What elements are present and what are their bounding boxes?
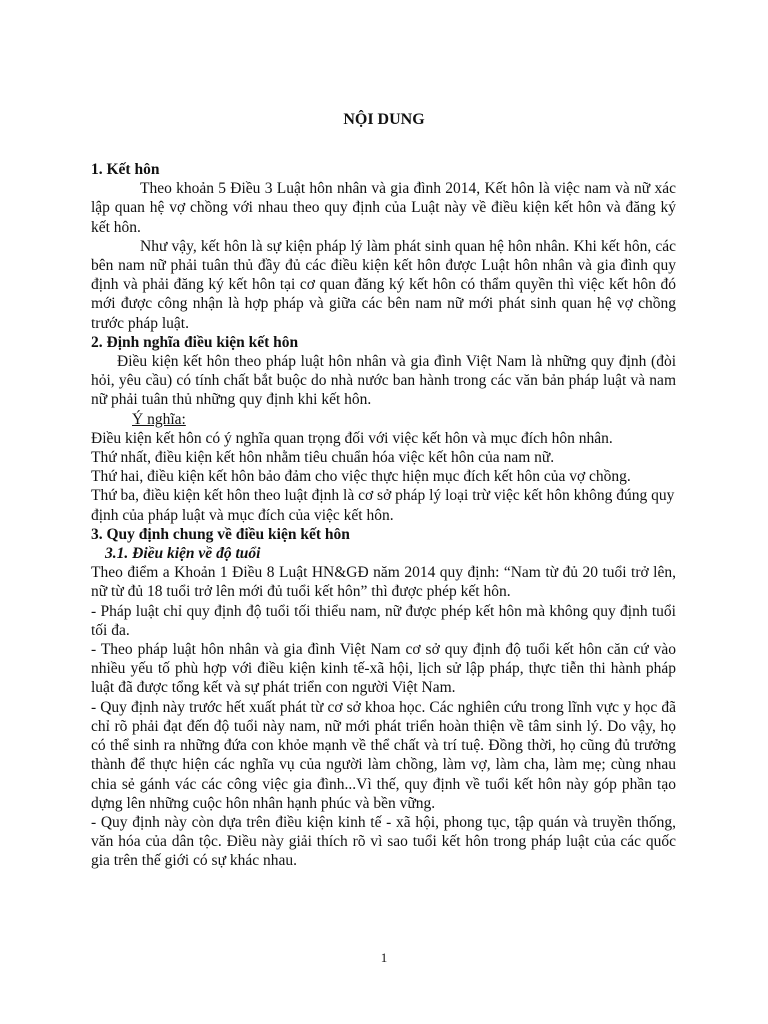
page-number: 1 xyxy=(380,950,388,965)
section-1-heading: 1. Kết hôn xyxy=(91,161,160,178)
page-title: NỘI DUNG xyxy=(343,111,425,128)
section-1-paragraph-2: Như vậy, kết hôn là sự kiện pháp lý làm phát sinh quan hệ hôn nhân. Khi kết hôn, các bên nam nữ phải tuân thủ đầy đủ các điều kiện kết hôn được Luật hôn nhân và gia đình quy định và phải đăng ký kết hôn tại cơ quan đăng ký kết hôn có thẩm quyền thì việc kết hôn đó mới được công nhận là hợp pháp và giữa các bên nam nữ mới phát sinh quan hệ vợ chồng trước pháp luật. xyxy=(91,237,676,332)
section-3-heading: 3. Quy định chung về điều kiện kết hôn xyxy=(91,525,350,543)
section-2-heading: 2. Định nghĩa điều kiện kết hôn xyxy=(91,333,299,351)
section-1-paragraph-1: Theo khoản 5 Điều 3 Luật hôn nhân và gia đình 2014, Kết hôn là việc nam và nữ xác lập quan hệ vợ chồng với nhau theo quy định của Luật này về điều kiện kết hôn và đăng ký kết hôn. xyxy=(91,180,676,236)
section-3-1-heading: 3.1. Điều kiện về độ tuổi xyxy=(105,545,261,563)
section-3-paragraph-4: - Quy định này trước hết xuất phát từ cơ sở khoa học. Các nghiên cứu trong lĩnh vực y học đã chỉ rõ phải đạt đến độ tuổi này nam, nữ mới phát triển hoàn thiện về tâm sinh lý. Do vậy, họ có thể sinh ra những đứa con khỏe mạnh về thể chất và trí tuệ. Đồng thời, họ cũng đủ trưởng thành để thực hiện các nghĩa vụ của người làm chồng, làm vợ, làm cha, làm mẹ; cùng nhau chia sẻ gánh vác các công việc gia đình...Vì thế, quy định về tuổi kết hôn này góp phần tạo dựng lên những cuộc hôn nhân hạnh phúc và bền vững. xyxy=(91,698,676,812)
y-nghia-label: Ý nghĩa: xyxy=(132,410,186,428)
y-nghia-line-4: Thứ ba, điều kiện kết hôn theo luật định là cơ sở pháp lý loại trừ việc kết hôn không đúng quy định của pháp luật và mục đích của việc kết hôn. xyxy=(91,487,675,524)
section-2-paragraph-1: Điều kiện kết hôn theo pháp luật hôn nhân và gia đình Việt Nam là những quy định (đòi hỏi, yêu cầu) có tính chất bắt buộc do nhà nước ban hành trong các văn bản pháp luật và nam nữ phải tuân thủ những quy định khi kết hôn. xyxy=(91,353,676,409)
y-nghia-line-3: Thứ hai, điều kiện kết hôn bảo đảm cho việc thực hiện mục đích kết hôn của vợ chồng. xyxy=(91,468,631,486)
section-3-paragraph-3: - Theo pháp luật hôn nhân và gia đình Việt Nam cơ sở quy định độ tuổi kết hôn căn cứ vào nhiều yếu tố phù hợp với điều kiện kinh tế-xã hội, lịch sử lập pháp, thực tiễn thi hành pháp luật đã được tổng kết và sự phát triển con người Việt Nam. xyxy=(91,641,676,697)
section-3-paragraph-2: - Pháp luật chỉ quy định độ tuổi tối thiểu nam, nữ được phép kết hôn mà không quy định tuổi tối đa. xyxy=(91,602,676,639)
section-3-paragraph-5: - Quy định này còn dựa trên điều kiện kinh tế - xã hội, phong tục, tập quán và truyền thống, văn hóa của dân tộc. Điều này giải thích rõ vì sao tuổi kết hôn trong pháp luật của các quốc gia trên thế giới có sự khác nhau. xyxy=(91,813,676,870)
y-nghia-line-1: Điều kiện kết hôn có ý nghĩa quan trọng đối với việc kết hôn và mục đích hôn nhân. xyxy=(91,429,613,447)
section-3-paragraph-1: Theo điểm a Khoản 1 Điều 8 Luật HN&GĐ năm 2014 quy định: “Nam từ đủ 20 tuổi trở lên, nữ từ đủ 18 tuổi trở lên mới đủ tuổi kết hôn” thì được phép kết hôn. xyxy=(91,564,676,601)
y-nghia-line-2: Thứ nhất, điều kiện kết hôn nhằm tiêu chuẩn hóa việc kết hôn của nam nữ. xyxy=(91,449,555,467)
document-body xyxy=(91,160,676,871)
